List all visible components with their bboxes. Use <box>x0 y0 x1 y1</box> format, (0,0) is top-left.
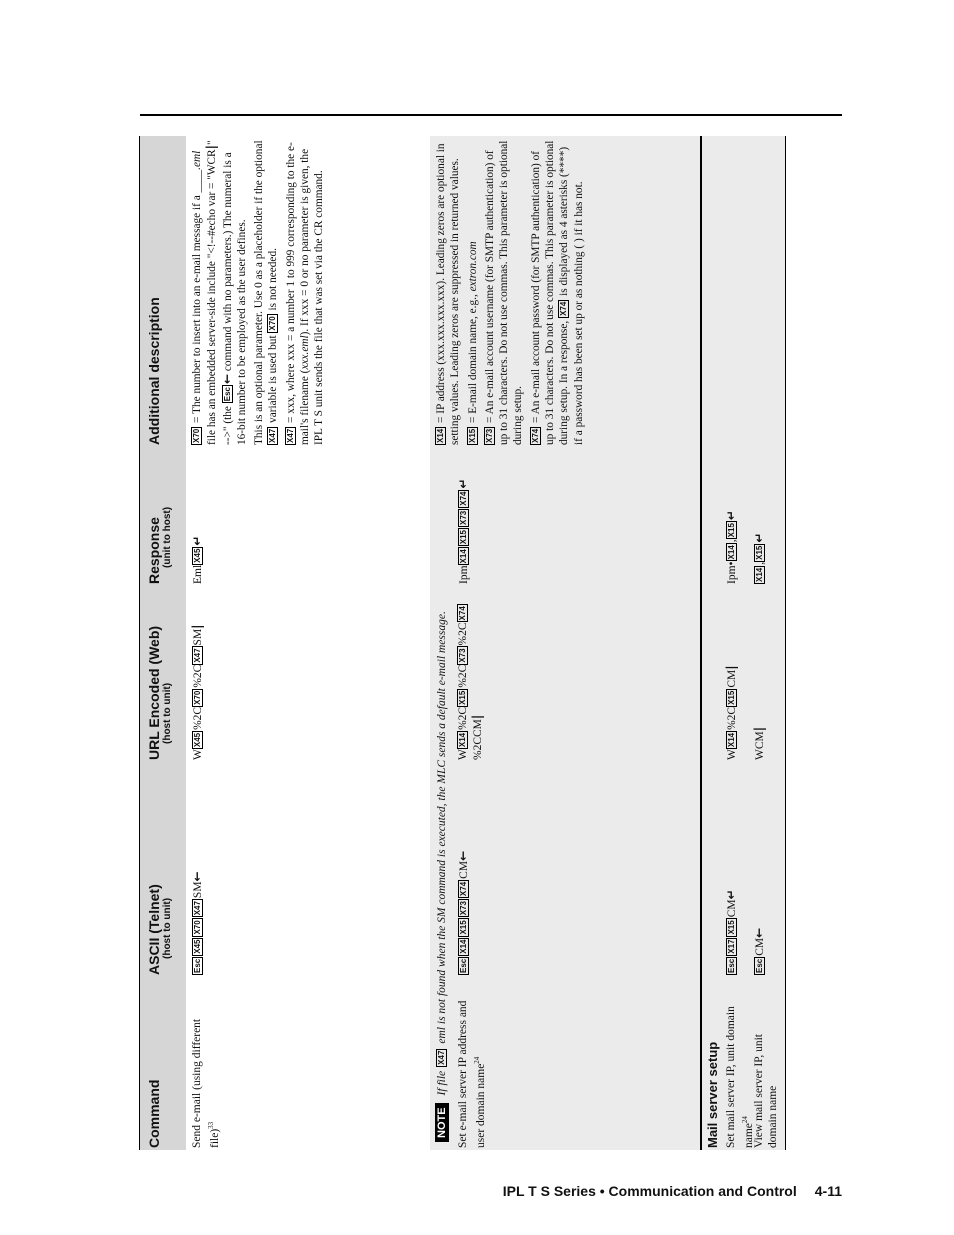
row3-url: WX14%2CX15CM| <box>724 665 738 760</box>
row1-command: Send e-mail (using different file)$^{33}$ <box>191 1018 221 1148</box>
esc-key: Esc <box>193 958 202 973</box>
top-rule <box>140 114 842 116</box>
row4-url: WCM| <box>752 726 766 760</box>
header-description: Additional description <box>146 297 162 445</box>
pipe-icon: | <box>204 145 219 150</box>
footer-text: IPL T S Series • Communication and Control <box>502 1183 797 1199</box>
rotated-command-table <box>140 136 785 1150</box>
esc-key: Esc <box>755 958 764 973</box>
row1-response: EmlX45↵ <box>190 535 204 584</box>
row-set-email-server <box>430 136 700 1150</box>
row3-command: Set mail server IP, unit domain name$^{24}$ <box>725 1006 755 1148</box>
variable-key: X70 <box>193 920 202 935</box>
row-send-email <box>186 136 430 1150</box>
page-footer <box>503 1183 842 1199</box>
pipe-icon: | <box>724 665 738 670</box>
mail-server-section <box>700 136 785 1150</box>
table-header <box>140 136 188 1150</box>
row1-ascii: EscX45X70X47SM← <box>190 871 204 973</box>
header-response: Response (unit to host) <box>146 506 173 584</box>
esc-key: Esc <box>459 958 468 973</box>
row3-response: Ipm•X14,X15↵ <box>724 510 738 584</box>
header-command: Command <box>146 1079 162 1148</box>
return-arrow-icon: ↵ <box>456 478 470 489</box>
row2-ascii: EscX14X15X73X74CM← <box>456 850 470 973</box>
header-url: URL Encoded (Web) (host to unit) <box>146 625 173 760</box>
enter-arrow-icon: ← <box>219 373 234 385</box>
return-arrow-icon: ↵ <box>724 510 738 521</box>
row4-ascii: EscCM← <box>752 927 766 973</box>
enter-arrow-icon: ← <box>752 927 766 938</box>
esc-key: Esc <box>222 387 232 402</box>
page-number: 4-11 <box>814 1183 842 1199</box>
enter-arrow-icon: ← <box>190 871 204 882</box>
header-ascii: ASCII (Telnet) (host to unit) <box>146 884 173 975</box>
pipe-icon: | <box>470 714 484 720</box>
row1-url: WX45%2CX70%2CX47SM| <box>190 624 204 760</box>
row2-url: WX14%2CX15%2CX73%2CX74 %2CCM| <box>457 606 484 760</box>
esc-key: Esc <box>727 958 736 973</box>
row2-command: Set e-mail server IP address and user domain name$^{24}$ <box>457 1000 487 1148</box>
section-title: Mail server setup <box>705 1041 720 1148</box>
note: NOTEIf file X47 eml is not found when the SM command is executed, the MLC sends a default e-mail message. <box>432 142 450 1142</box>
pipe-icon: | <box>752 726 766 732</box>
note-badge: NOTE <box>435 1103 449 1142</box>
variable-key: X47 <box>193 901 202 916</box>
row3-ascii: EscX17X15CM↵ <box>724 889 738 973</box>
pipe-icon: | <box>190 624 204 629</box>
return-arrow-icon: ↵ <box>190 535 204 546</box>
row2-description: X14 = IP address (xxx.xxx.xxx.xxx). Leading zeros are optional in setting values. Leading zeros are suppressed in returned values. X15 = E-mail domain name, e.g., extron.com X73 = An e-mail account username (for SMTP authentication) of up to 31 characters. Do not use commas. This parameter is optional during setup. X74 = An e-mail account password (for SMTP authentication) of up to 31 characters. Do not use commas. This parameter is optional during setup. In a response, X74 is displayed as 4 asterisks (****) if a password has been set up or as nothing ( ) if it has not. <box>435 140 585 445</box>
return-arrow-icon: ↵ <box>724 889 738 900</box>
variable-key: X45 <box>193 939 202 954</box>
enter-arrow-icon: ← <box>456 850 470 861</box>
row4-command: View mail server IP, unit domain name <box>753 1034 779 1148</box>
return-arrow-icon: ↵ <box>752 532 766 543</box>
row1-description: X70 = The number to insert into an e-mail message if a ____.eml file has an embedded server-side include "<!--#echo var = "WCR|" -->" (the Esc← command with no parameters.) The numeral is a 16-bit number to be employed as the user defines. This is an optional parameter. Use 0 as a placeholder if the optional X47 variable is used but X70 is not needed. X47 = xxx, where xxx = a number 1 to 999 corresponding to the e-mail's filename (xxx.eml). If xxx = 0 or no parameter is given, the IPL T S unit sends the file that was set via the CR command. <box>191 140 326 445</box>
row2-response: IpmX14X15X73X74↵ <box>456 478 470 584</box>
row4-response: X14,X15↵ <box>752 532 766 582</box>
